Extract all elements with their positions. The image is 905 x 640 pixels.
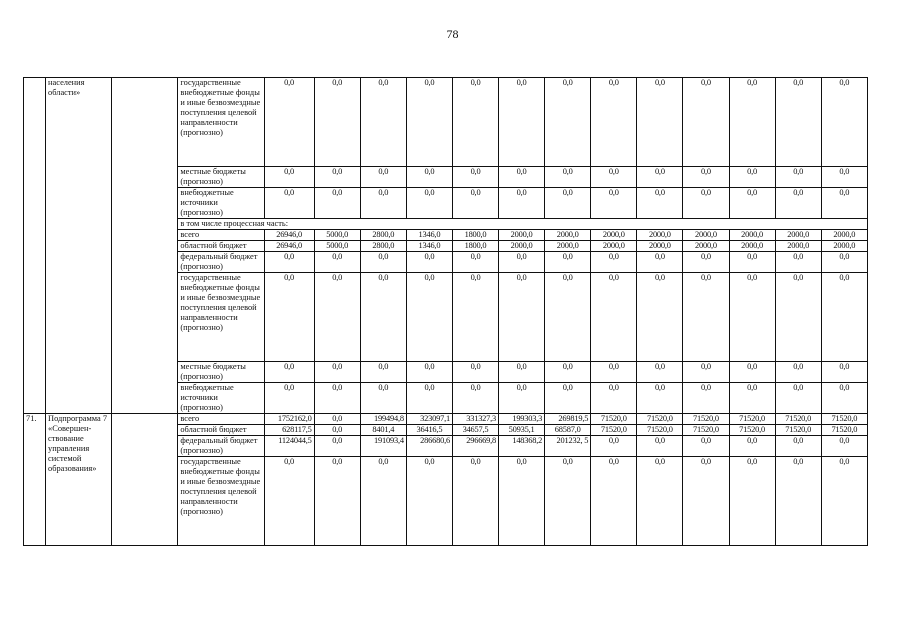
value-cell: 0,0 bbox=[637, 436, 683, 457]
value-cell: 71520,0 bbox=[637, 414, 683, 425]
value-cell: 5000,0 bbox=[314, 230, 360, 241]
value-cell: 0,0 bbox=[264, 78, 314, 167]
value-cell: 2000,0 bbox=[499, 241, 545, 252]
value-cell: 1800,0 bbox=[452, 230, 498, 241]
value-cell: 2000,0 bbox=[821, 241, 867, 252]
value-cell: 0,0 bbox=[637, 457, 683, 546]
value-cell: 628117,5 bbox=[264, 425, 314, 436]
table-row bbox=[24, 78, 868, 167]
value-cell: 0,0 bbox=[545, 252, 591, 273]
value-cell: 0,0 bbox=[591, 252, 637, 273]
value-cell: 0,0 bbox=[729, 167, 775, 188]
value-cell: 0,0 bbox=[545, 362, 591, 383]
index-cell bbox=[24, 78, 46, 414]
budget-table bbox=[23, 77, 868, 546]
executor-cell bbox=[112, 414, 178, 546]
value-cell: 0,0 bbox=[591, 78, 637, 167]
value-cell: 0,0 bbox=[775, 252, 821, 273]
value-cell: 0,0 bbox=[264, 167, 314, 188]
value-cell: 2800,0 bbox=[360, 241, 406, 252]
value-cell: 0,0 bbox=[360, 383, 406, 414]
funding-source: областной бюджет bbox=[178, 241, 264, 252]
value-cell: 71520,0 bbox=[775, 425, 821, 436]
value-cell: 0,0 bbox=[729, 383, 775, 414]
value-cell: 2000,0 bbox=[637, 241, 683, 252]
value-cell: 0,0 bbox=[314, 252, 360, 273]
value-cell: 0,0 bbox=[545, 273, 591, 362]
value-cell: 36416,5 bbox=[406, 425, 452, 436]
value-cell: 2000,0 bbox=[545, 230, 591, 241]
value-cell: 0,0 bbox=[264, 188, 314, 219]
value-cell: 0,0 bbox=[314, 167, 360, 188]
value-cell: 0,0 bbox=[683, 167, 729, 188]
value-cell: 0,0 bbox=[314, 273, 360, 362]
value-cell: 286680,6 bbox=[406, 436, 452, 457]
value-cell: 331327,3 bbox=[452, 414, 498, 425]
value-cell: 0,0 bbox=[729, 273, 775, 362]
value-cell: 1124044,5 bbox=[264, 436, 314, 457]
value-cell: 0,0 bbox=[452, 273, 498, 362]
page-number: 78 bbox=[446, 27, 459, 41]
value-cell: 2000,0 bbox=[775, 241, 821, 252]
value-cell: 0,0 bbox=[545, 457, 591, 546]
value-cell: 148368,2 bbox=[499, 436, 545, 457]
value-cell: 0,0 bbox=[775, 167, 821, 188]
value-cell: 0,0 bbox=[314, 78, 360, 167]
value-cell: 0,0 bbox=[775, 436, 821, 457]
value-cell: 0,0 bbox=[264, 252, 314, 273]
value-cell: 0,0 bbox=[314, 414, 360, 425]
value-cell: 0,0 bbox=[545, 188, 591, 219]
value-cell: 0,0 bbox=[821, 383, 867, 414]
value-cell: 296669,8 bbox=[452, 436, 498, 457]
value-cell: 0,0 bbox=[637, 252, 683, 273]
value-cell: 191093,4 bbox=[360, 436, 406, 457]
value-cell: 0,0 bbox=[821, 457, 867, 546]
value-cell: 0,0 bbox=[545, 78, 591, 167]
value-cell: 8401,4 bbox=[360, 425, 406, 436]
value-cell: 0,0 bbox=[729, 362, 775, 383]
value-cell: 0,0 bbox=[683, 273, 729, 362]
value-cell: 26946,0 bbox=[264, 230, 314, 241]
value-cell: 201232, 5 bbox=[545, 436, 591, 457]
value-cell: 0,0 bbox=[591, 362, 637, 383]
value-cell: 71520,0 bbox=[821, 414, 867, 425]
value-cell: 0,0 bbox=[264, 383, 314, 414]
value-cell: 0,0 bbox=[545, 383, 591, 414]
value-cell: 0,0 bbox=[406, 78, 452, 167]
index-cell: 71. bbox=[24, 414, 46, 546]
value-cell: 0,0 bbox=[360, 362, 406, 383]
value-cell: 0,0 bbox=[406, 457, 452, 546]
value-cell: 68587,0 bbox=[545, 425, 591, 436]
value-cell: 0,0 bbox=[637, 362, 683, 383]
value-cell: 0,0 bbox=[360, 457, 406, 546]
value-cell: 0,0 bbox=[637, 167, 683, 188]
value-cell: 0,0 bbox=[452, 252, 498, 273]
value-cell: 0,0 bbox=[637, 273, 683, 362]
funding-source: всего bbox=[178, 414, 264, 425]
value-cell: 0,0 bbox=[683, 457, 729, 546]
value-cell: 2000,0 bbox=[637, 230, 683, 241]
value-cell: 0,0 bbox=[452, 78, 498, 167]
value-cell: 0,0 bbox=[499, 457, 545, 546]
value-cell: 0,0 bbox=[499, 383, 545, 414]
value-cell: 0,0 bbox=[499, 167, 545, 188]
value-cell: 0,0 bbox=[360, 252, 406, 273]
value-cell: 0,0 bbox=[775, 457, 821, 546]
value-cell: 0,0 bbox=[683, 78, 729, 167]
value-cell: 0,0 bbox=[683, 188, 729, 219]
value-cell: 71520,0 bbox=[637, 425, 683, 436]
value-cell: 0,0 bbox=[499, 78, 545, 167]
value-cell: 0,0 bbox=[637, 383, 683, 414]
value-cell: 2000,0 bbox=[591, 241, 637, 252]
value-cell: 0,0 bbox=[314, 383, 360, 414]
value-cell: 0,0 bbox=[452, 457, 498, 546]
value-cell: 1346,0 bbox=[406, 230, 452, 241]
program-name: населения области» bbox=[46, 78, 112, 414]
value-cell: 1346,0 bbox=[406, 241, 452, 252]
value-cell: 269819,5 bbox=[545, 414, 591, 425]
value-cell: 0,0 bbox=[314, 457, 360, 546]
value-cell: 0,0 bbox=[452, 188, 498, 219]
value-cell: 0,0 bbox=[545, 167, 591, 188]
value-cell: 0,0 bbox=[683, 362, 729, 383]
value-cell: 1800,0 bbox=[452, 241, 498, 252]
value-cell: 0,0 bbox=[406, 362, 452, 383]
value-cell: 0,0 bbox=[499, 252, 545, 273]
value-cell: 2000,0 bbox=[775, 230, 821, 241]
value-cell: 0,0 bbox=[452, 167, 498, 188]
value-cell: 0,0 bbox=[683, 252, 729, 273]
value-cell: 0,0 bbox=[683, 436, 729, 457]
value-cell: 0,0 bbox=[821, 188, 867, 219]
value-cell: 71520,0 bbox=[729, 414, 775, 425]
value-cell: 0,0 bbox=[314, 436, 360, 457]
value-cell: 0,0 bbox=[360, 167, 406, 188]
value-cell: 2000,0 bbox=[729, 241, 775, 252]
funding-source: всего bbox=[178, 230, 264, 241]
value-cell: 0,0 bbox=[591, 188, 637, 219]
value-cell: 0,0 bbox=[499, 273, 545, 362]
value-cell: 2000,0 bbox=[545, 241, 591, 252]
value-cell: 0,0 bbox=[821, 362, 867, 383]
value-cell: 0,0 bbox=[406, 383, 452, 414]
value-cell: 2000,0 bbox=[499, 230, 545, 241]
value-cell: 71520,0 bbox=[683, 414, 729, 425]
value-cell: 0,0 bbox=[729, 436, 775, 457]
value-cell: 0,0 bbox=[314, 362, 360, 383]
value-cell: 0,0 bbox=[452, 383, 498, 414]
value-cell: 0,0 bbox=[452, 362, 498, 383]
value-cell: 34657,5 bbox=[452, 425, 498, 436]
value-cell: 199494,8 bbox=[360, 414, 406, 425]
value-cell: 0,0 bbox=[591, 383, 637, 414]
funding-source: областной бюджет bbox=[178, 425, 264, 436]
value-cell: 0,0 bbox=[406, 252, 452, 273]
value-cell: 0,0 bbox=[821, 167, 867, 188]
value-cell: 0,0 bbox=[683, 383, 729, 414]
executor-cell bbox=[112, 78, 178, 414]
value-cell: 0,0 bbox=[360, 188, 406, 219]
value-cell: 0,0 bbox=[821, 436, 867, 457]
program-name: Подпрограмма 7 «Совершен-ствование управления системой образования» bbox=[46, 414, 112, 546]
value-cell: 0,0 bbox=[775, 78, 821, 167]
value-cell: 0,0 bbox=[729, 457, 775, 546]
value-cell: 0,0 bbox=[360, 273, 406, 362]
value-cell: 0,0 bbox=[729, 252, 775, 273]
value-cell: 5000,0 bbox=[314, 241, 360, 252]
value-cell: 0,0 bbox=[591, 167, 637, 188]
value-cell: 0,0 bbox=[314, 188, 360, 219]
value-cell: 2000,0 bbox=[591, 230, 637, 241]
value-cell: 0,0 bbox=[591, 436, 637, 457]
value-cell: 0,0 bbox=[591, 457, 637, 546]
value-cell: 323097,1 bbox=[406, 414, 452, 425]
value-cell: 71520,0 bbox=[683, 425, 729, 436]
value-cell: 0,0 bbox=[499, 188, 545, 219]
value-cell: 50935,1 bbox=[499, 425, 545, 436]
value-cell: 71520,0 bbox=[729, 425, 775, 436]
value-cell: 0,0 bbox=[775, 188, 821, 219]
value-cell: 1752162,0 bbox=[264, 414, 314, 425]
funding-source: федеральный бюджет (прогнозно) bbox=[178, 252, 264, 273]
value-cell: 0,0 bbox=[406, 167, 452, 188]
value-cell: 0,0 bbox=[821, 273, 867, 362]
value-cell: 2000,0 bbox=[683, 241, 729, 252]
value-cell: 71520,0 bbox=[591, 414, 637, 425]
value-cell: 0,0 bbox=[637, 78, 683, 167]
value-cell: 2000,0 bbox=[683, 230, 729, 241]
table-row bbox=[24, 414, 868, 425]
value-cell: 0,0 bbox=[821, 78, 867, 167]
value-cell: 2000,0 bbox=[821, 230, 867, 241]
funding-source: государственные внебюджетные фонды и иные безвозмездные поступления целевой направленности (прогнозно) bbox=[178, 273, 264, 362]
funding-source: государственные внебюджетные фонды и иные безвозмездные поступления целевой направленности (прогнозно) bbox=[178, 457, 264, 546]
value-cell: 0,0 bbox=[775, 383, 821, 414]
value-cell: 0,0 bbox=[264, 457, 314, 546]
value-cell: 0,0 bbox=[775, 362, 821, 383]
value-cell: 0,0 bbox=[499, 362, 545, 383]
value-cell: 71520,0 bbox=[821, 425, 867, 436]
value-cell: 2000,0 bbox=[729, 230, 775, 241]
value-cell: 0,0 bbox=[729, 78, 775, 167]
value-cell: 0,0 bbox=[314, 425, 360, 436]
process-part-label: в том числе процессная часть: bbox=[178, 219, 868, 230]
value-cell: 0,0 bbox=[406, 188, 452, 219]
value-cell: 0,0 bbox=[264, 362, 314, 383]
value-cell: 0,0 bbox=[591, 273, 637, 362]
value-cell: 199303,3 bbox=[499, 414, 545, 425]
value-cell: 0,0 bbox=[360, 78, 406, 167]
value-cell: 0,0 bbox=[264, 273, 314, 362]
value-cell: 0,0 bbox=[729, 188, 775, 219]
value-cell: 2800,0 bbox=[360, 230, 406, 241]
funding-source: государственные внебюджетные фонды и иные безвозмездные поступления целевой направленности (прогнозно) bbox=[178, 78, 264, 167]
funding-source: внебюджетные источники (прогнозно) bbox=[178, 383, 264, 414]
value-cell: 0,0 bbox=[406, 273, 452, 362]
funding-source: местные бюджеты (прогнозно) bbox=[178, 362, 264, 383]
value-cell: 0,0 bbox=[775, 273, 821, 362]
value-cell: 71520,0 bbox=[591, 425, 637, 436]
funding-source: федеральный бюджет (прогнозно) bbox=[178, 436, 264, 457]
value-cell: 0,0 bbox=[821, 252, 867, 273]
funding-source: внебюджетные источники (прогнозно) bbox=[178, 188, 264, 219]
funding-source: местные бюджеты (прогнозно) bbox=[178, 167, 264, 188]
value-cell: 0,0 bbox=[637, 188, 683, 219]
value-cell: 71520,0 bbox=[775, 414, 821, 425]
value-cell: 26946,0 bbox=[264, 241, 314, 252]
